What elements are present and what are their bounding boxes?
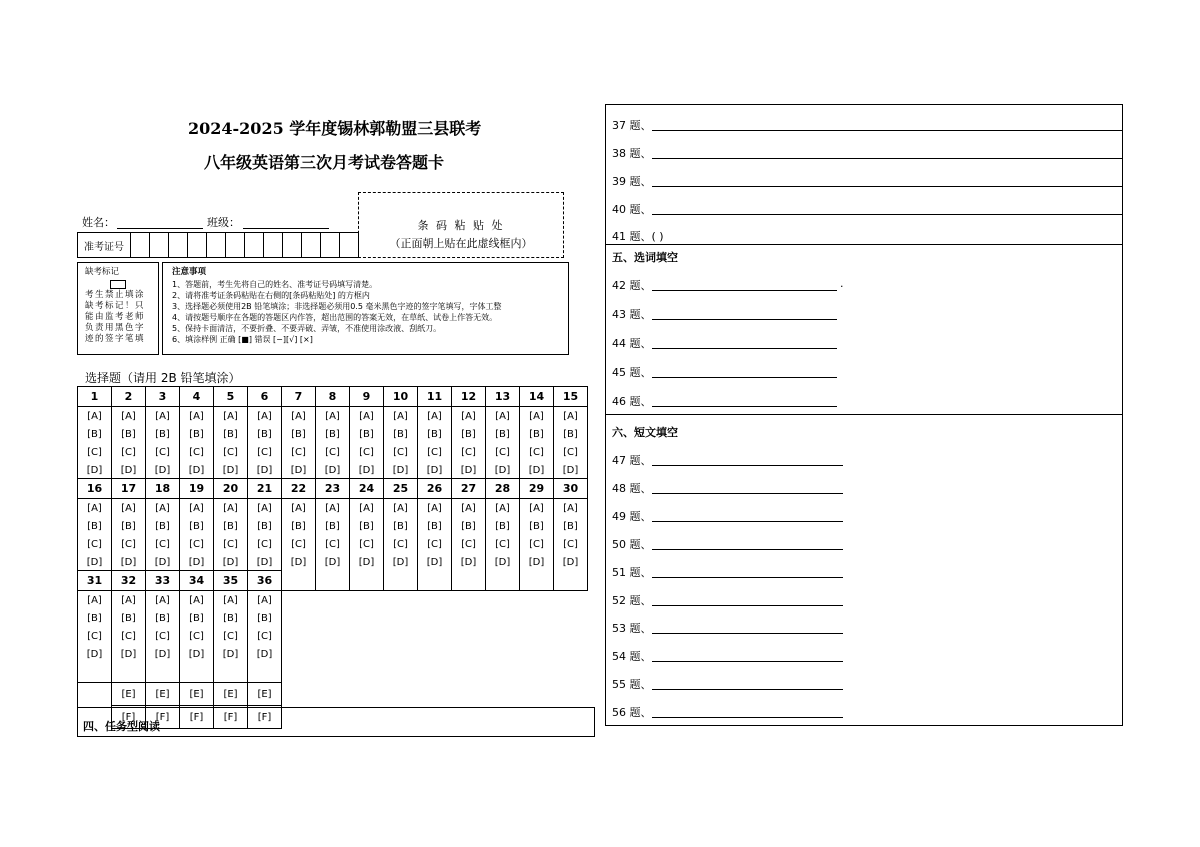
question-number: 29 xyxy=(520,479,554,499)
answer-line[interactable] xyxy=(652,661,843,662)
exam-digit-cell[interactable] xyxy=(188,233,207,258)
option-bubble[interactable]: [B] xyxy=(461,429,476,440)
option-bubble[interactable]: [F] xyxy=(248,706,282,729)
answer-row-54: 54 题、 xyxy=(612,648,872,664)
answer-row-44: 44 题、 xyxy=(612,335,872,351)
answer-line[interactable] xyxy=(652,348,837,349)
notes-box xyxy=(162,262,569,355)
option-bubble[interactable]: [C] xyxy=(223,539,238,550)
option-bubble[interactable]: [C] xyxy=(121,631,136,642)
option-bubble[interactable]: [B] xyxy=(291,429,306,440)
option-bubble[interactable]: [A] xyxy=(427,411,442,422)
option-bubble[interactable]: [C] xyxy=(257,539,272,550)
answer-row-45: 45 题、 xyxy=(612,364,872,380)
exam-number-grid xyxy=(77,232,359,258)
option-bubble[interactable]: [A] xyxy=(257,595,272,606)
page-title-line2: 八年级英语第三次月考试卷答题卡 xyxy=(204,153,445,172)
option-bubble[interactable]: [D] xyxy=(392,557,409,568)
option-bubble[interactable]: [D] xyxy=(188,649,205,660)
option-bubble[interactable]: [D] xyxy=(86,465,103,476)
option-bubble[interactable]: [A] xyxy=(427,503,442,514)
option-bubble[interactable]: [D] xyxy=(324,557,341,568)
option-bubble[interactable]: [A] xyxy=(495,503,510,514)
option-bubble[interactable]: [A] xyxy=(359,411,374,422)
option-bubble[interactable]: [C] xyxy=(189,447,204,458)
exam-digit-cell[interactable] xyxy=(264,233,283,258)
option-bubble[interactable]: [B] xyxy=(257,521,272,532)
option-bubble[interactable]: [F] xyxy=(180,706,214,729)
question-number: 34 xyxy=(180,571,214,591)
option-bubble[interactable]: [C] xyxy=(495,447,510,458)
option-bubble[interactable]: [D] xyxy=(256,465,273,476)
option-bubble[interactable]: [B] xyxy=(325,521,340,532)
option-bubble[interactable]: [A] xyxy=(563,503,578,514)
option-bubble[interactable]: [F] xyxy=(146,706,180,729)
option-bubble[interactable]: [C] xyxy=(87,631,102,642)
question-number: 9 xyxy=(350,387,384,407)
option-bubble[interactable]: [A] xyxy=(121,595,136,606)
option-bubble[interactable]: [D] xyxy=(460,465,477,476)
option-bubble[interactable]: [C] xyxy=(393,539,408,550)
question-number: 17 xyxy=(112,479,146,499)
answer-line[interactable] xyxy=(652,633,843,634)
name-label: 姓名： xyxy=(82,216,115,229)
option-bubble[interactable]: [C] xyxy=(393,447,408,458)
option-bubble[interactable]: [A] xyxy=(291,503,306,514)
option-bubble[interactable]: [A] xyxy=(189,503,204,514)
question-number: 4 xyxy=(180,387,214,407)
option-bubble[interactable]: [B] xyxy=(529,521,544,532)
answer-options xyxy=(248,591,282,683)
answer-row-50: 50 题、 xyxy=(612,536,872,552)
answer-line[interactable] xyxy=(652,577,843,578)
question-number: 31 xyxy=(78,571,112,591)
question-number: 27 xyxy=(452,479,486,499)
option-bubble[interactable]: [A] xyxy=(121,411,136,422)
answer-line[interactable] xyxy=(652,290,837,291)
question-number: 30 xyxy=(554,479,588,499)
page-title-line1: 2024-2025 学年度锡林郭勒盟三县联考 xyxy=(188,119,482,138)
option-bubble[interactable]: [A] xyxy=(155,503,170,514)
option-bubble[interactable]: [B] xyxy=(87,613,102,624)
option-bubble[interactable]: [B] xyxy=(393,429,408,440)
option-bubble[interactable]: [B] xyxy=(121,429,136,440)
option-bubble[interactable]: [B] xyxy=(359,429,374,440)
option-bubble[interactable]: [C] xyxy=(461,539,476,550)
option-bubble[interactable]: [C] xyxy=(359,539,374,550)
option-bubble[interactable]: [D] xyxy=(120,465,137,476)
option-bubble[interactable]: [A] xyxy=(223,595,238,606)
question-number: 16 xyxy=(78,479,112,499)
option-bubble[interactable]: [B] xyxy=(257,613,272,624)
right-panel xyxy=(605,104,1123,726)
option-bubble[interactable]: [B] xyxy=(223,613,238,624)
barcode-subtitle: （正面朝上贴在此虚线框内） xyxy=(389,237,533,250)
option-bubble[interactable]: [A] xyxy=(495,411,510,422)
question-number: 12 xyxy=(452,387,486,407)
option-bubble[interactable]: [B] xyxy=(257,429,272,440)
option-bubble[interactable]: [C] xyxy=(325,447,340,458)
absent-text: 考生禁止填涂 缺考标记！只 能由监考老师 负责用黑色字 迹的签字笔填 xyxy=(85,290,146,344)
answer-options xyxy=(486,499,520,591)
option-bubble[interactable]: [D] xyxy=(358,557,375,568)
option-bubble[interactable]: [D] xyxy=(426,557,443,568)
option-bubble[interactable]: [C] xyxy=(359,447,374,458)
answer-row-48: 48 题、 xyxy=(612,480,872,496)
option-bubble[interactable]: [B] xyxy=(155,521,170,532)
exam-number-label: 准考证号 xyxy=(78,233,131,258)
option-bubble[interactable]: [B] xyxy=(359,521,374,532)
option-bubble[interactable]: [B] xyxy=(563,429,578,440)
question-number: 2 xyxy=(112,387,146,407)
option-bubble[interactable]: [B] xyxy=(529,429,544,440)
option-bubble[interactable]: [C] xyxy=(155,631,170,642)
option-bubble[interactable]: [C] xyxy=(121,447,136,458)
option-bubble[interactable]: [D] xyxy=(392,465,409,476)
question-number: 18 xyxy=(146,479,180,499)
option-bubble[interactable]: [B] xyxy=(223,429,238,440)
name-field[interactable] xyxy=(117,228,203,229)
answer-row-46: 46 题、 xyxy=(612,393,872,409)
option-bubble[interactable]: [C] xyxy=(155,539,170,550)
answer-line[interactable] xyxy=(652,406,837,407)
option-bubble[interactable]: [D] xyxy=(120,557,137,568)
option-bubble[interactable]: [A] xyxy=(87,595,102,606)
option-bubble[interactable]: [D] xyxy=(358,465,375,476)
option-bubble[interactable]: [E] xyxy=(214,683,248,706)
question-number: 8 xyxy=(316,387,350,407)
answer-line[interactable] xyxy=(652,186,1122,187)
exam-digit-cell[interactable] xyxy=(340,233,359,258)
answer-row-37: 37 题、 xyxy=(612,117,1116,133)
answer-line[interactable] xyxy=(652,377,837,378)
notes-list: 1、答题前，考生先将自己的姓名、准考证号码填写清楚。 2、请将准考证条码粘贴在右侧的[条码粘贴处] 的方框内 3、选择题必须使用2B 铅笔填涂；非选择题必须用0.5 毫米黑色字迹的签字笔填写，字体工整 4、请按题号顺序在各题的答题区内作答，超出范围的答案无效，在草纸、试卷上作答无效。 5、保持卡面清洁，不要折叠、不要弄破、弄皱，不准使用涂改液、刮纸刀。 6、填涂样例 正确 [■] 错误 [−][√] [×] xyxy=(172,280,502,344)
option-bubble[interactable]: [D] xyxy=(324,465,341,476)
option-bubble[interactable]: [A] xyxy=(155,595,170,606)
answer-row-41[interactable]: 41 题、( ) xyxy=(612,230,664,243)
section5-heading: 五、选词填空 xyxy=(612,251,678,264)
option-bubble[interactable]: [A] xyxy=(461,503,476,514)
option-bubble[interactable]: [C] xyxy=(257,447,272,458)
answer-line[interactable] xyxy=(652,521,843,522)
option-bubble[interactable]: [A] xyxy=(223,503,238,514)
option-bubble[interactable]: [C] xyxy=(223,447,238,458)
exam-digit-cell[interactable] xyxy=(245,233,264,258)
option-bubble[interactable]: [E] xyxy=(146,683,180,706)
option-bubble[interactable]: [C] xyxy=(325,539,340,550)
option-bubble[interactable]: [C] xyxy=(87,539,102,550)
option-bubble[interactable]: [A] xyxy=(257,411,272,422)
option-bubble[interactable]: [A] xyxy=(325,411,340,422)
answer-options xyxy=(214,591,248,683)
answer-line[interactable] xyxy=(652,158,1122,159)
question-number: 33 xyxy=(146,571,180,591)
question-number: 1 xyxy=(78,387,112,407)
answer-row-47: 47 题、 xyxy=(612,452,872,468)
option-bubble[interactable]: [C] xyxy=(291,447,306,458)
option-bubble[interactable]: [B] xyxy=(155,613,170,624)
question-number: 24 xyxy=(350,479,384,499)
answer-line[interactable] xyxy=(652,689,843,690)
question-number: 35 xyxy=(214,571,248,591)
question-number: 21 xyxy=(248,479,282,499)
question-number: 20 xyxy=(214,479,248,499)
option-bubble[interactable]: [C] xyxy=(563,447,578,458)
option-bubble[interactable]: [D] xyxy=(494,465,511,476)
answer-line[interactable] xyxy=(652,549,843,550)
option-bubble[interactable]: [A] xyxy=(87,411,102,422)
answer-row-38: 38 题、 xyxy=(612,145,1116,161)
option-bubble[interactable]: [D] xyxy=(154,557,171,568)
question-number: 22 xyxy=(282,479,316,499)
answer-line[interactable] xyxy=(652,130,1122,131)
question-number: 26 xyxy=(418,479,452,499)
answer-line[interactable] xyxy=(652,465,843,466)
exam-digit-cell[interactable] xyxy=(150,233,169,258)
option-bubble[interactable]: [D] xyxy=(528,557,545,568)
option-bubble[interactable]: [D] xyxy=(86,557,103,568)
option-bubble[interactable]: [B] xyxy=(461,521,476,532)
option-bubble[interactable]: [F] xyxy=(112,706,146,729)
option-bubble[interactable]: [D] xyxy=(154,465,171,476)
option-bubble[interactable]: [D] xyxy=(256,557,273,568)
option-bubble[interactable]: [A] xyxy=(393,503,408,514)
class-label: 班级： xyxy=(207,216,240,229)
option-bubble[interactable]: [C] xyxy=(223,631,238,642)
notes-title: 注意事项 xyxy=(172,267,207,277)
answer-options xyxy=(78,591,112,683)
answer-row-40: 40 题、 xyxy=(612,201,1116,217)
answer-options xyxy=(520,499,554,591)
answer-row-43: 43 题、 xyxy=(612,306,872,322)
answer-row-42: 42 题、 . xyxy=(612,277,844,292)
section4-box xyxy=(77,707,595,737)
exam-digit-cell[interactable] xyxy=(226,233,245,258)
answer-row-53: 53 题、 xyxy=(612,620,872,636)
barcode-title: 条 码 粘 贴 处 xyxy=(417,219,505,232)
question-number: 15 xyxy=(554,387,588,407)
option-bubble[interactable]: [C] xyxy=(291,539,306,550)
question-number: 28 xyxy=(486,479,520,499)
exam-digit-cell[interactable] xyxy=(302,233,321,258)
option-bubble[interactable]: [E] xyxy=(180,683,214,706)
exam-digit-cell[interactable] xyxy=(131,233,150,258)
option-bubble[interactable]: [B] xyxy=(393,521,408,532)
answer-options xyxy=(350,499,384,591)
option-bubble[interactable]: [A] xyxy=(189,595,204,606)
answer-options xyxy=(146,591,180,683)
answer-options xyxy=(418,499,452,591)
question-number: 10 xyxy=(384,387,418,407)
option-bubble[interactable]: [B] xyxy=(427,521,442,532)
option-bubble[interactable]: [A] xyxy=(461,411,476,422)
question-number: 19 xyxy=(180,479,214,499)
question-number: 6 xyxy=(248,387,282,407)
answer-line[interactable] xyxy=(652,214,1122,215)
question-number: 25 xyxy=(384,479,418,499)
option-bubble[interactable]: [C] xyxy=(155,447,170,458)
option-bubble[interactable]: [C] xyxy=(121,539,136,550)
option-bubble[interactable]: [B] xyxy=(189,521,204,532)
barcode-box xyxy=(358,192,564,258)
option-bubble[interactable]: [D] xyxy=(188,557,205,568)
option-bubble[interactable]: [D] xyxy=(290,465,307,476)
answer-options xyxy=(554,499,588,591)
option-bubble[interactable]: [F] xyxy=(214,706,248,729)
absent-checkbox[interactable] xyxy=(110,280,126,289)
option-bubble[interactable]: [A] xyxy=(291,411,306,422)
option-bubble[interactable]: [B] xyxy=(121,613,136,624)
option-bubble[interactable]: [A] xyxy=(529,503,544,514)
exam-digit-cell[interactable] xyxy=(321,233,340,258)
question-number: 14 xyxy=(520,387,554,407)
option-bubble[interactable]: [A] xyxy=(87,503,102,514)
option-bubble[interactable]: [C] xyxy=(563,539,578,550)
empty-cell xyxy=(78,683,112,706)
option-bubble[interactable]: [D] xyxy=(562,557,579,568)
option-bubble[interactable]: [A] xyxy=(563,411,578,422)
section4-left-border xyxy=(77,661,78,707)
answer-row-49: 49 题、 xyxy=(612,508,872,524)
option-bubble[interactable]: [D] xyxy=(256,649,273,660)
question-number: 7 xyxy=(282,387,316,407)
option-bubble[interactable]: [A] xyxy=(257,503,272,514)
answer-line[interactable] xyxy=(652,493,843,494)
question-number: 11 xyxy=(418,387,452,407)
question-number: 13 xyxy=(486,387,520,407)
choice-heading: 选择题（请用 2B 铅笔填涂） xyxy=(85,371,241,385)
option-bubble[interactable]: [D] xyxy=(120,649,137,660)
answer-options xyxy=(452,499,486,591)
option-bubble[interactable]: [C] xyxy=(529,447,544,458)
answer-options xyxy=(180,591,214,683)
answer-line[interactable] xyxy=(652,319,837,320)
exam-digit-cell[interactable] xyxy=(169,233,188,258)
option-bubble[interactable]: [C] xyxy=(495,539,510,550)
answer-line[interactable] xyxy=(652,717,843,718)
option-bubble[interactable]: [D] xyxy=(222,649,239,660)
option-bubble[interactable]: [A] xyxy=(155,411,170,422)
option-bubble[interactable]: [A] xyxy=(189,411,204,422)
option-bubble[interactable]: [B] xyxy=(189,613,204,624)
section4-heading: 四、任务型阅读 xyxy=(83,720,160,733)
option-bubble[interactable]: [B] xyxy=(291,521,306,532)
option-bubble[interactable]: [C] xyxy=(461,447,476,458)
option-bubble[interactable]: [C] xyxy=(189,539,204,550)
answer-options xyxy=(384,499,418,591)
absent-title: 缺考标记 xyxy=(85,267,120,277)
question-number: 3 xyxy=(146,387,180,407)
option-bubble[interactable]: [C] xyxy=(189,631,204,642)
question-number: 36 xyxy=(248,571,282,591)
option-bubble[interactable]: [A] xyxy=(325,503,340,514)
option-bubble[interactable]: [D] xyxy=(460,557,477,568)
choice-block-3 xyxy=(77,570,282,729)
answer-options xyxy=(112,591,146,683)
option-bubble[interactable]: [C] xyxy=(257,631,272,642)
answer-row-52: 52 题、 xyxy=(612,592,872,608)
option-bubble[interactable]: [B] xyxy=(325,429,340,440)
option-bubble[interactable]: [C] xyxy=(427,539,442,550)
answer-options xyxy=(282,499,316,591)
option-bubble[interactable]: [C] xyxy=(529,539,544,550)
option-bubble[interactable]: [E] xyxy=(112,683,146,706)
option-bubble[interactable]: [D] xyxy=(188,465,205,476)
option-bubble[interactable]: [A] xyxy=(223,411,238,422)
option-bubble[interactable]: [B] xyxy=(121,521,136,532)
exam-digit-cell[interactable] xyxy=(207,233,226,258)
exam-digit-cell[interactable] xyxy=(283,233,302,258)
option-bubble[interactable]: [B] xyxy=(427,429,442,440)
option-bubble[interactable]: [A] xyxy=(121,503,136,514)
option-bubble[interactable]: [D] xyxy=(426,465,443,476)
question-number: 23 xyxy=(316,479,350,499)
option-bubble[interactable]: [D] xyxy=(528,465,545,476)
answer-row-39: 39 题、 xyxy=(612,173,1116,189)
option-bubble[interactable]: [B] xyxy=(223,521,238,532)
answer-row-55: 55 题、 xyxy=(612,676,872,692)
option-bubble[interactable]: [E] xyxy=(248,683,282,706)
option-bubble[interactable]: [D] xyxy=(290,557,307,568)
question-number: 5 xyxy=(214,387,248,407)
section6-heading: 六、短文填空 xyxy=(612,426,678,439)
absent-box xyxy=(77,262,159,355)
option-bubble[interactable]: [B] xyxy=(189,429,204,440)
option-bubble[interactable]: [C] xyxy=(427,447,442,458)
option-bubble[interactable]: [B] xyxy=(563,521,578,532)
answer-options xyxy=(316,499,350,591)
question-number: 32 xyxy=(112,571,146,591)
answer-row-51: 51 题、 xyxy=(612,564,872,580)
option-bubble[interactable]: [D] xyxy=(494,557,511,568)
option-bubble[interactable]: [D] xyxy=(154,649,171,660)
option-bubble[interactable]: [B] xyxy=(87,429,102,440)
option-bubble[interactable]: [B] xyxy=(87,521,102,532)
option-bubble[interactable]: [D] xyxy=(562,465,579,476)
option-bubble[interactable]: [D] xyxy=(222,557,239,568)
option-bubble[interactable]: [B] xyxy=(155,429,170,440)
answer-row-56: 56 题、 xyxy=(612,704,872,720)
option-bubble[interactable]: [A] xyxy=(529,411,544,422)
option-bubble[interactable]: [A] xyxy=(359,503,374,514)
answer-line[interactable] xyxy=(652,605,843,606)
class-field[interactable] xyxy=(243,228,329,229)
option-bubble[interactable]: [B] xyxy=(495,521,510,532)
option-bubble[interactable]: [B] xyxy=(495,429,510,440)
option-bubble[interactable]: [D] xyxy=(222,465,239,476)
option-bubble[interactable]: [A] xyxy=(393,411,408,422)
option-bubble[interactable]: [D] xyxy=(86,649,103,660)
option-bubble[interactable]: [C] xyxy=(87,447,102,458)
